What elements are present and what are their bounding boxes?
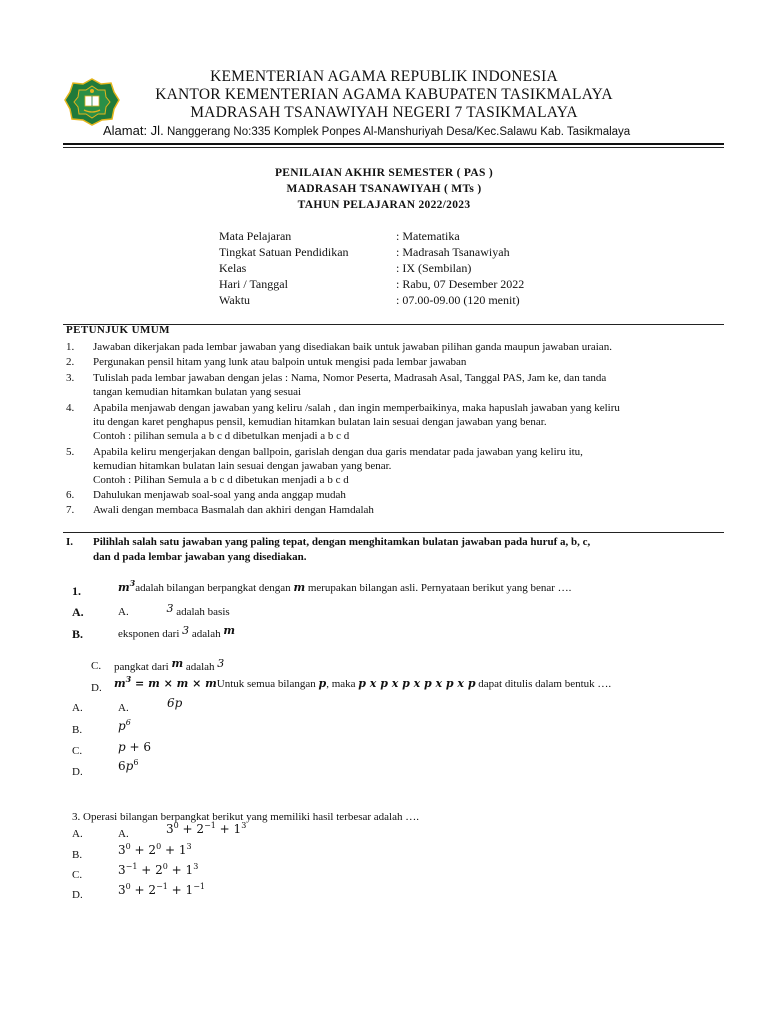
header-line-2: KANTOR KEMENTERIAN AGAMA KABUPATEN TASIKMALAYA <box>155 86 613 103</box>
petunjuk-num: 5. <box>66 446 75 458</box>
info-value: : 07.00-09.00 (120 menit) <box>396 293 520 307</box>
petunjuk-text: Contoh : Pilihan Semula a b c d dibetukan menjadi a b c d <box>93 474 349 486</box>
option-label[interactable]: B. <box>72 724 83 736</box>
option-label[interactable]: B. <box>72 627 84 641</box>
info-label: Mata Pelajaran <box>219 229 292 243</box>
section-top-rule <box>63 532 724 533</box>
option-label[interactable]: D. <box>72 889 83 901</box>
option-math[interactable]: 6p <box>167 696 183 710</box>
petunjuk-text: Apabila keliru mengerjakan dengan ballpoin, garislah dengan dua garis mendatar pada jawaban yang keliru itu, <box>93 446 583 458</box>
option-label[interactable]: C. <box>72 869 83 881</box>
header-line-1: KEMENTERIAN AGAMA REPUBLIK INDONESIA <box>210 68 558 85</box>
petunjuk-num: 2. <box>66 356 75 368</box>
option-inner-label[interactable]: A. <box>118 828 129 840</box>
exam-title-line-3: TAHUN PELAJARAN 2022/2023 <box>297 199 471 211</box>
question-1-stem: $m^3adalah$ bilangan berpangkat dengan m merupakan bilangan asli. Pernyataan berikut yang benar …. <box>118 578 572 594</box>
option-label[interactable]: C. <box>91 660 102 672</box>
petunjuk-heading: PETUNJUK UMUM <box>66 324 170 336</box>
option-math[interactable]: $6p^6$ <box>118 758 139 773</box>
option-d[interactable]: $m^3 = m \times m$ × mUntuk semua bilangan p, maka p x p x p x p x p x p dapat ditulis dalam bentuk …. <box>114 674 612 690</box>
question-3-stem: 3. Operasi bilangan berpangkat berikut yang memiliki hasil terbesar adalah …. <box>72 811 419 823</box>
option-a[interactable]: A. 3 adalah basis <box>118 602 230 618</box>
question-1-stem-end: merupakan bilangan asli. Pernyataan berikut yang benar …. <box>307 582 572 594</box>
option-label[interactable]: A. <box>72 702 83 714</box>
info-value: : Madrasah Tsanawiyah <box>396 245 510 259</box>
option-b[interactable]: eksponen dari 3 adalah m <box>118 624 235 640</box>
option-label[interactable]: A. <box>72 605 84 619</box>
option-label[interactable]: D. <box>91 682 102 694</box>
option-text: dapat ditulis dalam bentuk …. <box>478 678 612 690</box>
option-text: , maka <box>326 678 356 690</box>
petunjuk-text: Contoh : pilihan semula a b c d dibetulkan menjadi a b c d <box>93 430 350 442</box>
petunjuk-text: Pergunakan pensil hitam yang lunk atau balpoin untuk mengisi pada lembar jawaban <box>93 356 467 368</box>
option-text: adalah <box>191 628 221 640</box>
petunjuk-num: 7. <box>66 504 75 516</box>
section-instruction: Pilihlah salah satu jawaban yang paling tepat, dengan menghitamkan bulatan jawaban pada huruf a, b, c, <box>93 536 591 548</box>
option-text: adalah basis <box>176 606 230 618</box>
option-text: Untuk semua bilangan <box>216 678 316 690</box>
header-divider-thin <box>63 147 724 148</box>
option-math[interactable]: $p^6$ <box>118 718 131 733</box>
petunjuk-text: Awali dengan membaca Basmalah dan akhiri dengan Hamdalah <box>93 504 374 516</box>
info-label: Waktu <box>219 293 251 307</box>
option-math[interactable]: $3^0 + 2^{-1} + 1^{-1}$ <box>118 882 205 897</box>
address-text: Nanggerang No:335 Komplek Ponpes Al-Manshuriyah Desa/Kec.Salawu Kab. Tasikmalaya <box>166 126 631 138</box>
option-math[interactable]: $3^{-1} + 2^0 + 1^3$ <box>118 862 199 877</box>
petunjuk-num: 3. <box>66 372 75 384</box>
petunjuk-text: Jawaban dikerjakan pada lembar jawaban yang disediakan baik untuk jawaban pilihan ganda maupun jawaban uraian. <box>93 341 612 353</box>
petunjuk-text: Dahulukan menjawab soal-soal yang anda anggap mudah <box>93 489 346 501</box>
info-value: : Rabu, 07 Desember 2022 <box>396 277 525 291</box>
info-label: Hari / Tanggal <box>219 277 288 291</box>
option-c[interactable]: pangkat dari m adalah 3 <box>114 657 225 673</box>
option-label[interactable]: A. <box>72 828 83 840</box>
address <box>103 123 630 139</box>
option-text: pangkat dari <box>114 661 169 673</box>
section-instruction: dan d pada lembar jawaban yang disediakan. <box>93 551 307 563</box>
petunjuk-num: 4. <box>66 402 75 414</box>
option-inner-label: A. <box>118 606 129 618</box>
option-label[interactable]: C. <box>72 745 83 757</box>
option-text: eksponen dari <box>118 628 180 640</box>
address-label: Alamat: Jl. <box>103 123 164 138</box>
header-divider <box>63 143 724 145</box>
info-label: Kelas <box>219 261 247 275</box>
petunjuk-text: Apabila menjawab dengan jawaban yang keliru /salah , dan ingin memperbaikinya, maka hapuslah jawaban yang keliru <box>93 402 620 414</box>
option-inner-label[interactable]: A. <box>118 702 129 714</box>
info-value: : Matematika <box>396 229 460 243</box>
option-math[interactable]: $3^0 + 2^0 + 1^3$ <box>118 842 192 857</box>
petunjuk-text: kemudian hitamkan bulatan lain sesuai dengan jawaban yang benar. <box>93 460 392 472</box>
option-math[interactable]: p + 6 <box>118 740 152 754</box>
info-value: : IX (Sembilan) <box>396 261 472 275</box>
question-1-stem-text: adalah bilangan berpangkat dengan <box>135 582 291 594</box>
exam-title-line-1: PENILAIAN AKHIR SEMESTER ( PAS ) <box>274 167 493 179</box>
section-num: I. <box>66 536 74 548</box>
question-number: 1. <box>72 584 81 598</box>
option-math[interactable]: $3^0 + 2^{-1} + 1^3$ <box>166 821 247 836</box>
exam-title-line-2: MADRASAH TSANAWIYAH ( MTs ) <box>286 183 482 195</box>
petunjuk-text: tangan kemudian hitamkan bulatan yang sesuai <box>93 386 302 398</box>
petunjuk-num: 6. <box>66 489 75 501</box>
option-label[interactable]: D. <box>72 766 83 778</box>
header-line-3: MADRASAH TSANAWIYAH NEGERI 7 TASIKMALAYA <box>190 104 578 121</box>
petunjuk-num: 1. <box>66 341 75 353</box>
petunjuk-text: itu dengan karet penghapus pensil, kemudian hitamkan bulatan lain sesuai dengan jawaban yang benar. <box>93 416 547 428</box>
petunjuk-text: Tulislah pada lembar jawaban dengan jelas : Nama, Nomor Peserta, Madrasah Asal, Tanggal PAS, Jam ke, dan tanda <box>93 372 607 384</box>
option-text: adalah <box>185 661 215 673</box>
option-label[interactable]: B. <box>72 849 83 861</box>
info-label: Tingkat Satuan Pendidikan <box>219 245 349 259</box>
